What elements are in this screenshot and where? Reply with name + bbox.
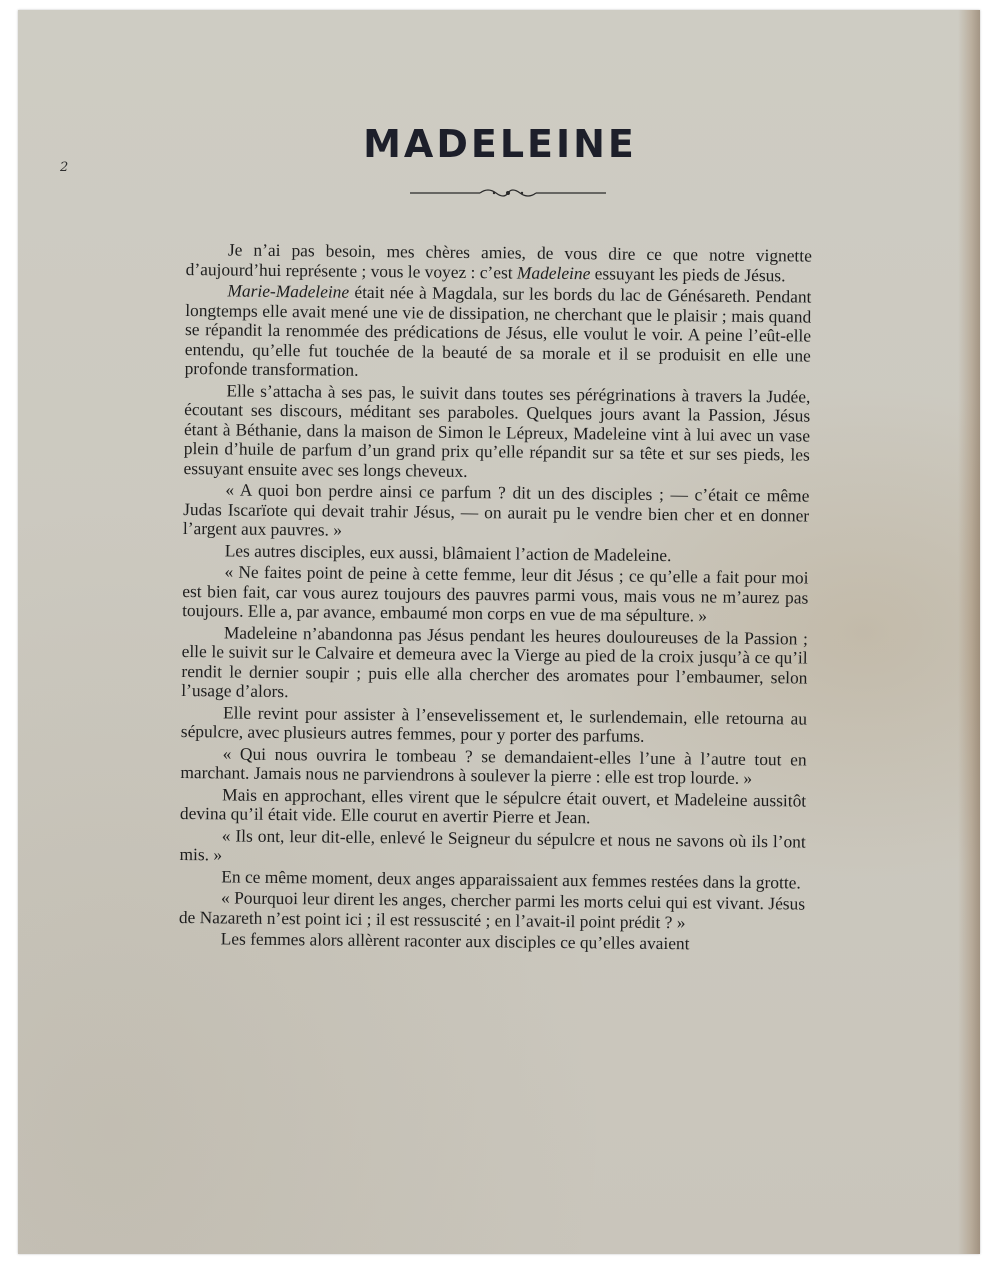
paragraph: Marie-Madeleine était née à Magdala, sur les bords du lac de Génésareth. Pendant longtemps elle avait mené une vie de dissipation, ne cherchant que le plaisir ; mais quand se répandit la renommée des prédications de Jésus, elle voulut le voir. A peine l’eût-elle entendu, qu’elle fut touchée de la beauté de sa morale et il se produisit en elle une profonde transformation. [184,280,812,380]
paragraph: En ce même moment, deux anges apparaissaient aux femmes restées dans la grotte. [221,865,801,892]
emphasis-name: Madeleine [516,261,591,283]
emphasis-name: Marie-Madeleine [227,280,350,302]
paragraph: Madeleine n’abandonna pas Jésus pendant les heures douloureuses de la Passion ; elle le suivit sur le Calvaire et demeura avec la Vierge au pied de la croix jusqu’à ce qu’il rendit le dernier soupir ; puis elle alla chercher des aromates pour l’embaumer, selon l’usage d’alors. [181,621,808,702]
paragraph: « Ne faites point de peine à cette femme, leur dit Jésus ; ce qu’elle a fait pour moi est bien fait, car vous aurez toujours des pauvres parmi vous, mais vous ne m’aurez pas toujours. Elle a, par avance, embaumé mon corps en vue de ma sépulture. » [182,561,809,626]
article-body [179,240,812,957]
paragraph: « A quoi bon perdre ainsi ce parfum ? dit un des disciples ; — c’était ce même Judas Iscarïote qui devait trahir Jésus, — on aurait pu le vendre bien cher et en donner l’argent aux pauvres. » [182,479,810,540]
paragraph: « Pourquoi leur dirent les anges, chercher parmi les morts celui qui est vivant. Jésus de Nazareth n’est point ici ; il est ressuscité ; en l’avait-il point prédit ? » [178,887,806,932]
paragraph: Elle revint pour assister à l’ensevelissement et, le surlendemain, elle retourna au sépulcre, avec plusieurs autres femmes, pour y porter des parfums. [180,701,808,746]
paragraph: « Ils ont, leur dit-elle, enlevé le Seigneur du sépulcre et nous ne savons où ils l’ont mis. » [179,824,806,865]
paragraph: Je n’ai pas besoin, mes chères amies, de vous dire ce que notre vignette d’aujourd’hui représente ; vous le voyez : c’est Madeleine essuyant les pieds de Jésus. [185,239,812,285]
page-number: 2 [60,160,69,175]
paragraph: Les femmes alors allèrent raconter aux disciples ce qu’elles avaient [220,928,690,954]
title-ornament [410,185,606,201]
paragraph: Mais en approchant, elles virent que le sépulcre était ouvert, et Madeleine aussitôt devina qu’il était vide. Elle courut en avertir Pierre et Jean. [179,783,807,828]
paragraph: « Qui nous ouvrira le tombeau ? se demandaient-elles l’une à l’autre tout en marchant. Jamais nous ne parviendrons à soulever la pierre : elle est trop lourde. » [180,742,807,788]
paragraph: Les autres disciples, eux aussi, blâmaient l’action de Madeleine. [224,539,672,565]
page-title: MADELEINE [363,122,637,166]
paragraph: Elle s’attacha à ses pas, le suivit dans toutes ses pérégrinations à travers la Judée, écoutant ses discours, méditant ses paraboles. Quelques jours avant la Passion, Jésus étant à Béthanie, dans la maison de Simon le Lépreux, Madeleine vint à lui avec un vase plein d’huile de parfum d’un grand prix qu’elle répandit sur sa tête et sur ses pieds, les essuyant ensuite avec ses longs cheveux. [183,379,811,481]
page-edge-shadow [958,10,980,1254]
